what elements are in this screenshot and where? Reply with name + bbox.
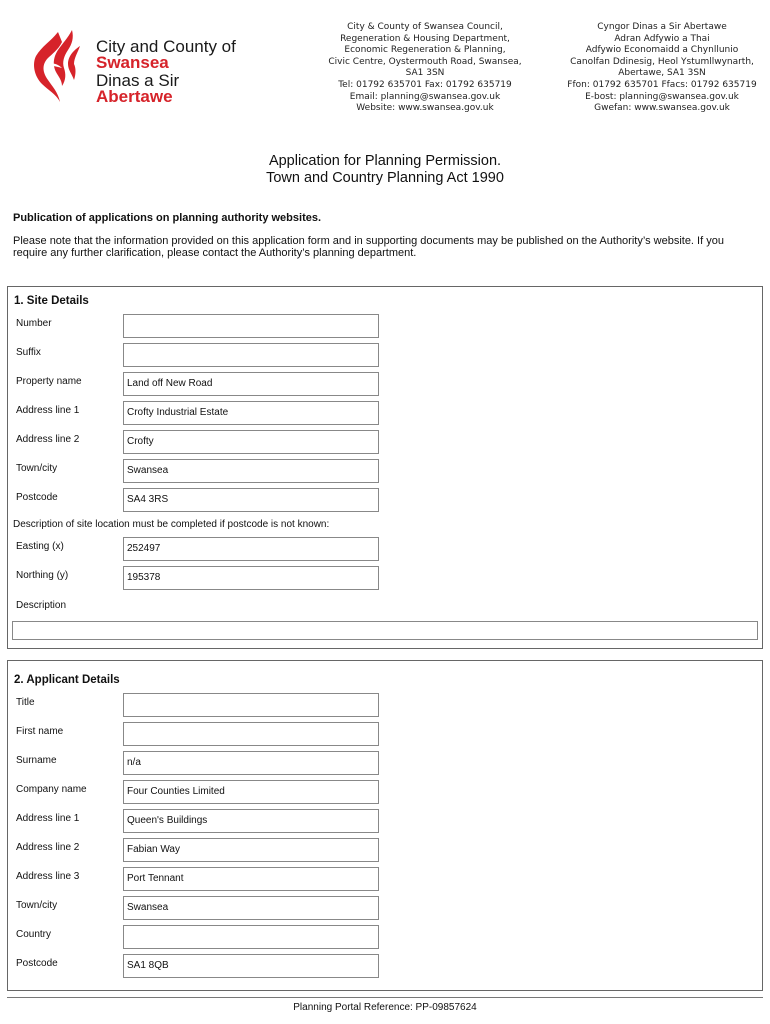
northing-field[interactable]: 195378: [123, 566, 379, 590]
applicant-title-field[interactable]: [123, 693, 379, 717]
address-line: City & County of Swansea Council,: [347, 22, 503, 32]
address-line: Website: www.swansea.gov.uk: [356, 103, 494, 114]
field-label: Title: [16, 697, 35, 708]
location-note: Description of site location must be completed if postcode is not known:: [13, 519, 330, 530]
address-line: Adran Adfywio a Thai: [614, 33, 710, 44]
field-label: Town/city: [16, 900, 58, 911]
address-line: Gwefan: www.swansea.gov.uk: [594, 103, 730, 114]
address-line: Economic Regeneration & Planning,: [344, 45, 506, 56]
field-label: Address line 2: [16, 434, 80, 445]
site-property-name-field[interactable]: Land off New Road: [123, 372, 379, 396]
field-label: Property name: [16, 376, 82, 387]
site-description-field[interactable]: [12, 621, 758, 640]
address-line: Canolfan Ddinesig, Heol Ystumllwynarth,: [570, 56, 754, 67]
applicant-postcode-field[interactable]: SA1 8QB: [123, 954, 379, 978]
field-label: Number: [16, 318, 52, 329]
address-line: SA1 3SN: [405, 68, 445, 79]
address-line: E-bost: planning@swansea.gov.uk: [585, 91, 739, 102]
brand-line-2: Swansea: [96, 53, 169, 72]
field-label: Postcode: [16, 492, 58, 503]
site-address-line2-field[interactable]: Crofty: [123, 430, 379, 454]
address-line: Regeneration & Housing Department,: [340, 33, 510, 44]
applicant-country-field[interactable]: [123, 925, 379, 949]
planning-portal-reference: Planning Portal Reference: PP-09857624: [293, 1002, 477, 1013]
address-line: Abertawe, SA1 3SN: [618, 68, 706, 79]
site-suffix-field[interactable]: [123, 343, 379, 367]
footer-divider: [7, 997, 763, 998]
field-label: Easting (x): [16, 541, 64, 552]
page-title: [0, 153, 770, 186]
title-line-2: Town and Country Planning Act 1990: [266, 169, 504, 186]
section-title: 1. Site Details: [14, 295, 89, 307]
address-line: Tel: 01792 635701 Fax: 01792 635719: [338, 79, 512, 90]
address-line: Cyngor Dinas a Sir Abertawe: [597, 22, 727, 32]
council-logo: [28, 28, 88, 106]
title-line-1: Application for Planning Permission.: [268, 153, 502, 169]
applicant-address-line1-field[interactable]: Queen's Buildings: [123, 809, 379, 833]
field-label: First name: [16, 726, 64, 737]
field-label: Town/city: [16, 463, 58, 474]
site-address-line1-field[interactable]: Crofty Industrial Estate: [123, 401, 379, 425]
applicant-town-field[interactable]: Swansea: [123, 896, 379, 920]
field-label: Country: [16, 929, 52, 940]
site-details-section: [7, 286, 763, 649]
publication-heading: Publication of applications on planning authority websites.: [13, 212, 322, 224]
field-label: Company name: [16, 784, 87, 795]
applicant-company-field[interactable]: Four Counties Limited: [123, 780, 379, 804]
field-label: Address line 1: [16, 813, 80, 824]
easting-field[interactable]: 252497: [123, 537, 379, 561]
site-number-field[interactable]: [123, 314, 379, 338]
brand-line-4: Abertawe: [96, 87, 173, 106]
field-label: Address line 3: [16, 871, 80, 882]
site-postcode-field[interactable]: SA4 3RS: [123, 488, 379, 512]
field-label: Address line 2: [16, 842, 80, 853]
applicant-address-line3-field[interactable]: Port Tennant: [123, 867, 379, 891]
address-line: Civic Centre, Oystermouth Road, Swansea,: [328, 56, 522, 67]
field-label: Northing (y): [16, 570, 69, 581]
address-line: Ffon: 01792 635701 Ffacs: 01792 635719: [567, 79, 757, 90]
applicant-surname-field[interactable]: n/a: [123, 751, 379, 775]
address-line: Email: planning@swansea.gov.uk: [349, 91, 501, 102]
address-line: Adfywio Economaidd a Chynllunio: [585, 45, 739, 56]
brand-line-1: City and County of: [96, 37, 236, 56]
brand-line-3: Dinas a Sir: [96, 71, 180, 90]
section-title: 2. Applicant Details: [14, 674, 120, 686]
address-welsh: [557, 22, 767, 115]
applicant-address-line2-field[interactable]: Fabian Way: [123, 838, 379, 862]
applicant-details-section: [7, 660, 763, 991]
site-town-field[interactable]: Swansea: [123, 459, 379, 483]
field-label: Suffix: [16, 347, 41, 358]
address-english: [320, 22, 530, 115]
field-label: Postcode: [16, 958, 58, 969]
applicant-first-name-field[interactable]: [123, 722, 379, 746]
field-label: Surname: [16, 755, 57, 766]
field-label: Description: [16, 600, 67, 611]
field-label: Address line 1: [16, 405, 80, 416]
publication-note: Please note that the information provided on this application form and in supporting documents may be published on the Authority’s website. If you require any further clarification, please contact the Authority’s planning department.: [13, 235, 724, 259]
